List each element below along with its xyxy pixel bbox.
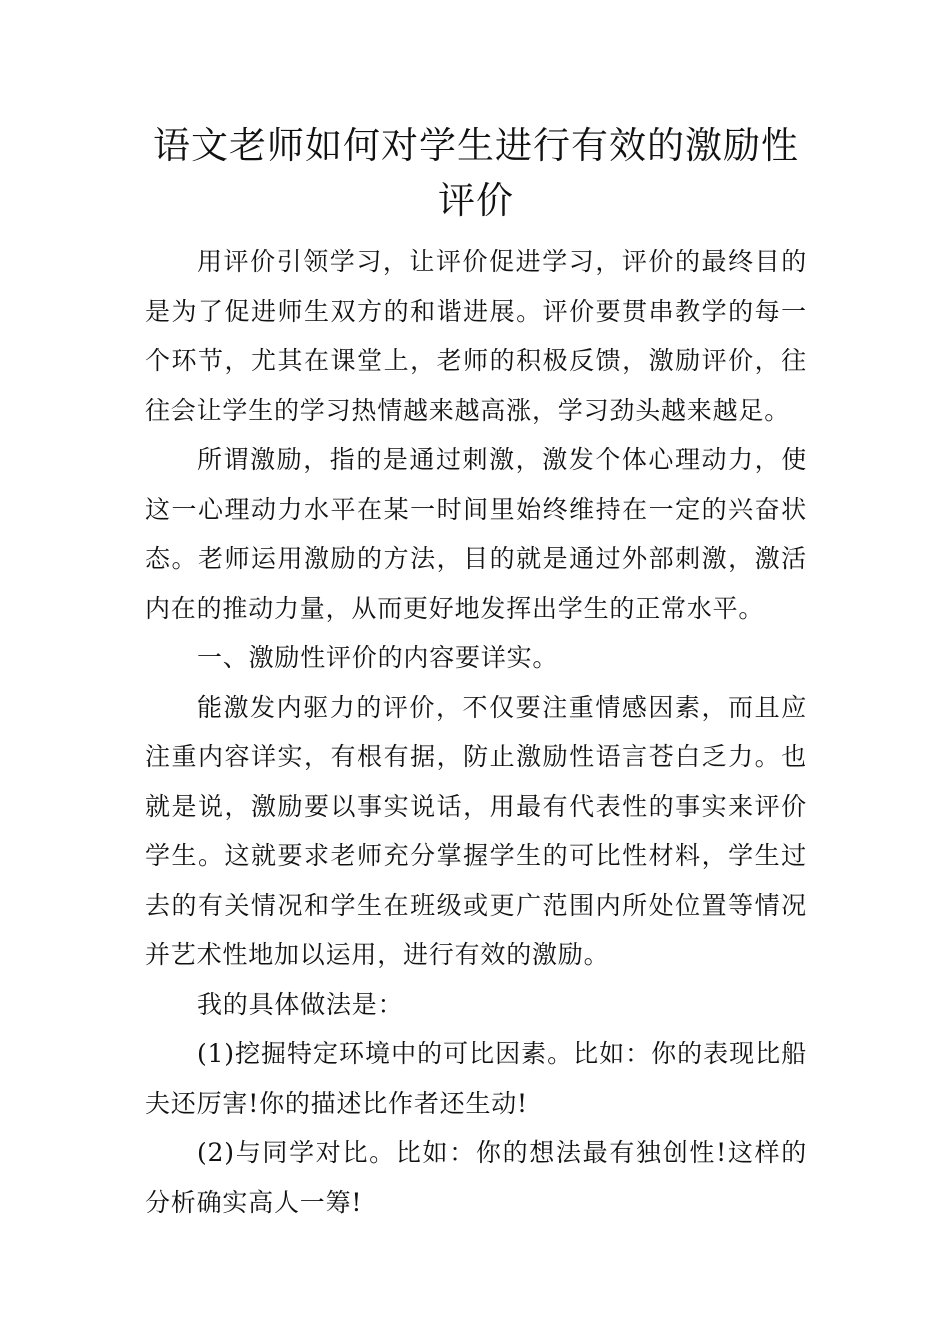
paragraph-section-1: 能激发内驱力的评价，不仅要注重情感因素，而且应注重内容详实，有根有据，防止激励性语言苍白乏力。也就是说，激励要以事实说话，用最有代表性的事实来评价学生。这就要求老师充分掌握学生的可比性材料，学生过去的有关情况和学生在班级或更广范围内所处位置等情况并艺术性地加以运用，进行有效的激励。: [145, 692, 807, 969]
paragraph-intro: 用评价引领学习，让评价促进学习，评价的最终目的是为了促进师生双方的和谐进展。评价要贯串教学的每一个环节，尤其在课堂上，老师的积极反馈，激励评价，往往会让学生的学习热情越来越高涨，学习劲头越来越足。: [145, 247, 807, 425]
section-heading-1: 一、激励性评价的内容要详实。: [197, 643, 559, 672]
paragraph-method-intro: 我的具体做法是：: [197, 989, 404, 1019]
document-title: 语文老师如何对学生进行有效的激励性评价: [153, 124, 799, 222]
list-item-1: (1)挖掘特定环境中的可比因素。比如：你的表现比船夫还厉害!你的描述比作者还生动!: [145, 1039, 807, 1118]
list-item-2: (2)与同学对比。比如：你的想法最有独创性!这样的分析确实高人一筹!: [145, 1138, 807, 1217]
document-body: [145, 118, 807, 1227]
paragraph-definition: 所谓激励，指的是通过刺激，激发个体心理动力，使这一心理动力水平在某一时间里始终维持在一定的兴奋状态。老师运用激励的方法，目的就是通过外部刺激，激活内在的推动力量，从而更好地发挥出学生的正常水平。: [145, 445, 807, 623]
